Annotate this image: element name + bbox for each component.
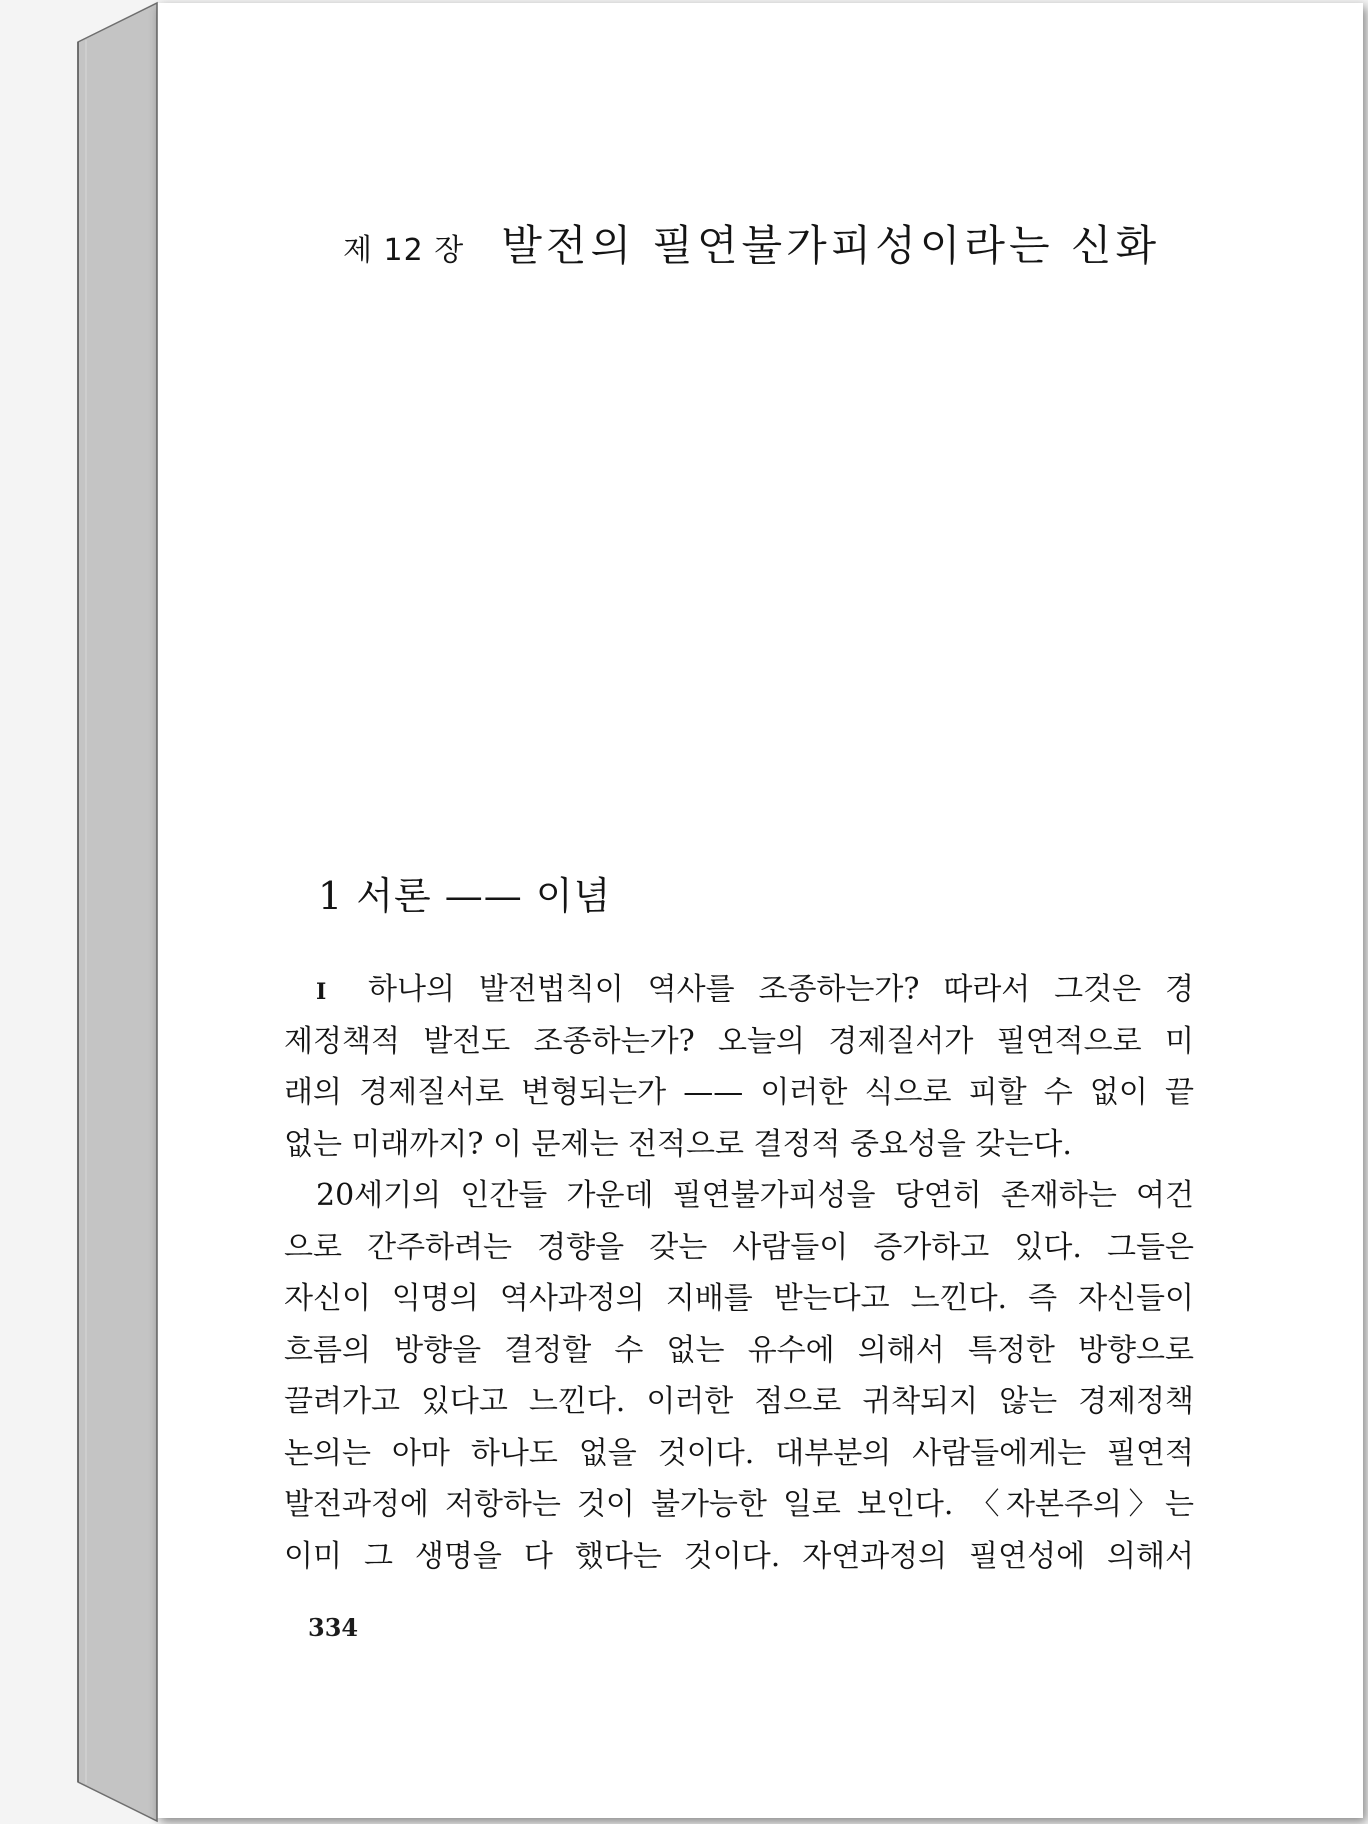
paragraph-marker: I bbox=[316, 979, 327, 1005]
text-line: 자신이 익명의 역사과정의 지배를 받는다고 느낀다. 즉 자신들이 bbox=[284, 1281, 1194, 1316]
text-line-content: 하나의 발전법칙이 역사를 조종하는가? 따라서 그것은 경 bbox=[368, 972, 1194, 1007]
text-line: 이미 그 생명을 다 했다는 것이다. 자연과정의 필연성에 의해서 bbox=[284, 1538, 1194, 1574]
text-line: 20세기의 인간들 가운데 필연불가피성을 당연히 존재하는 여건 bbox=[316, 1178, 1194, 1213]
chapter-number: 제 12 장 bbox=[343, 233, 465, 268]
section-heading: 1 서론 —— 이념 bbox=[318, 874, 612, 918]
chapter-title: 발전의 필연불가피성이라는 신화 bbox=[501, 221, 1161, 270]
book-page bbox=[157, 3, 1363, 1818]
text-line bbox=[284, 964, 1194, 1016]
body-text bbox=[284, 964, 1194, 1582]
text-line: 발전과정에 저항하는 것이 불가능한 일로 보인다. 〈자본주의〉는 bbox=[284, 1487, 1194, 1522]
text-line: 제정책적 발전도 조종하는가? 오늘의 경제질서가 필연적으로 미 bbox=[284, 1023, 1194, 1059]
text-line: 흐름의 방향을 결정할 수 없는 유수에 의해서 특정한 방향으로 bbox=[284, 1332, 1194, 1368]
chapter-heading bbox=[343, 213, 1160, 273]
text-line: 논의는 아마 하나도 없을 것이다. 대부분의 사람들에게는 필연적 bbox=[284, 1435, 1194, 1471]
text-line: 없는 미래까지? 이 문제는 전적으로 결정적 중요성을 갖는다. bbox=[284, 1126, 1072, 1162]
text-line: 래의 경제질서로 변형되는가 —— 이러한 식으로 피할 수 없이 끝 bbox=[284, 1075, 1194, 1110]
text-line: 끌려가고 있다고 느낀다. 이러한 점으로 귀착되지 않는 경제정책 bbox=[284, 1384, 1194, 1419]
page-number: 334 bbox=[308, 1613, 359, 1642]
text-line: 으로 간주하려는 경향을 갖는 사람들이 증가하고 있다. 그들은 bbox=[284, 1229, 1194, 1265]
